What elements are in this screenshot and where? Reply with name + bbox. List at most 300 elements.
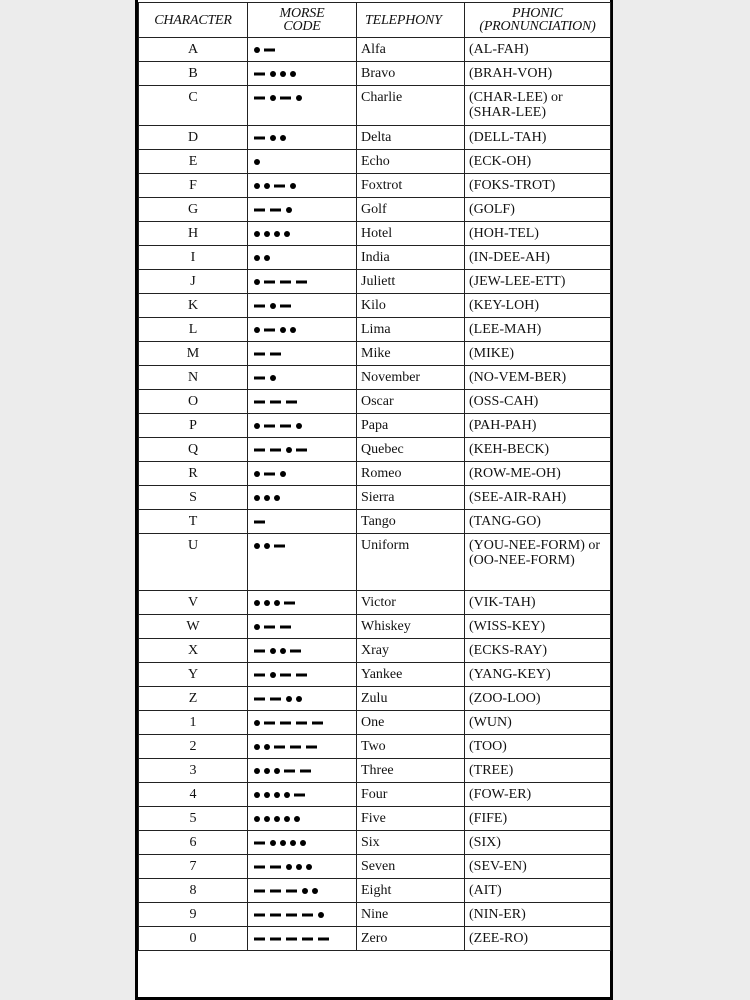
character-cell: J (139, 270, 248, 294)
morse-code-cell (248, 903, 357, 927)
table-row (139, 390, 611, 414)
morse-symbols (252, 344, 352, 362)
morse-dash (264, 722, 275, 725)
morse-dash (274, 545, 285, 548)
morse-dot (286, 696, 292, 702)
morse-symbols (252, 296, 352, 314)
phonic-cell: (LEE-MAH) (465, 318, 611, 342)
character-cell: N (139, 366, 248, 390)
character-cell: G (139, 198, 248, 222)
morse-symbols (252, 641, 352, 659)
character-cell: 7 (139, 855, 248, 879)
phonic-cell: (ZOO-LOO) (465, 687, 611, 711)
table-row (139, 174, 611, 198)
telephony-cell: India (357, 246, 465, 270)
morse-code-cell (248, 62, 357, 86)
table-row (139, 246, 611, 270)
morse-dash (284, 770, 295, 773)
morse-dash (280, 281, 291, 284)
morse-dot (290, 71, 296, 77)
morse-dot (264, 768, 270, 774)
morse-dot (264, 816, 270, 822)
morse-code-cell (248, 927, 357, 951)
morse-code-cell (248, 342, 357, 366)
morse-dash (270, 866, 281, 869)
table-row (139, 126, 611, 150)
morse-dot (270, 135, 276, 141)
character-cell: 4 (139, 783, 248, 807)
morse-code-cell (248, 38, 357, 62)
table-row (139, 879, 611, 903)
phonic-cell: (NO-VEM-BER) (465, 366, 611, 390)
phonic-cell: (VIK-TAH) (465, 591, 611, 615)
phonic-cell: (KEY-LOH) (465, 294, 611, 318)
morse-dot (254, 423, 260, 429)
morse-code-cell (248, 246, 357, 270)
morse-dash (286, 401, 297, 404)
morse-code-cell (248, 591, 357, 615)
morse-code-cell (248, 639, 357, 663)
character-cell: 0 (139, 927, 248, 951)
morse-code-cell (248, 438, 357, 462)
header-telephony: TELEPHONY (357, 3, 465, 38)
phonic-cell: (WUN) (465, 711, 611, 735)
morse-dash (254, 698, 265, 701)
morse-symbols (252, 809, 352, 827)
table-row (139, 510, 611, 534)
phonic-cell: (PAH-PAH) (465, 414, 611, 438)
morse-dash (270, 914, 281, 917)
table-row (139, 294, 611, 318)
telephony-cell: Zulu (357, 687, 465, 711)
telephony-cell: Golf (357, 198, 465, 222)
morse-dash (274, 746, 285, 749)
telephony-cell: Sierra (357, 486, 465, 510)
character-cell: R (139, 462, 248, 486)
morse-dash (254, 866, 265, 869)
table-row (139, 318, 611, 342)
morse-symbols (252, 152, 352, 170)
phonic-cell: (YOU-NEE-FORM) or (OO-NEE-FORM) (465, 534, 611, 591)
morse-symbols (252, 617, 352, 635)
character-cell: K (139, 294, 248, 318)
morse-code-cell (248, 510, 357, 534)
morse-dot (270, 840, 276, 846)
morse-dash (264, 49, 275, 52)
telephony-cell: Five (357, 807, 465, 831)
morse-symbols (252, 368, 352, 386)
character-cell: L (139, 318, 248, 342)
morse-symbols (252, 665, 352, 683)
morse-dot (254, 47, 260, 53)
morse-dot (264, 792, 270, 798)
phonic-cell: (SEV-EN) (465, 855, 611, 879)
table-row (139, 438, 611, 462)
morse-symbols (252, 512, 352, 530)
morse-dot (274, 768, 280, 774)
phonic-cell: (HOH-TEL) (465, 222, 611, 246)
morse-dot (274, 816, 280, 822)
morse-dash (254, 521, 265, 524)
morse-symbols (252, 713, 352, 731)
table-row (139, 855, 611, 879)
morse-code-cell (248, 366, 357, 390)
morse-dot (254, 543, 260, 549)
character-cell: W (139, 615, 248, 639)
character-cell: F (139, 174, 248, 198)
telephony-cell: Delta (357, 126, 465, 150)
morse-symbols (252, 320, 352, 338)
character-cell: Q (139, 438, 248, 462)
morse-dot (270, 375, 276, 381)
header-phonic: PHONIC (PRONUNCIATION) (465, 3, 611, 38)
morse-dash (264, 329, 275, 332)
morse-symbols (252, 785, 352, 803)
morse-dash (280, 674, 291, 677)
morse-code-cell (248, 687, 357, 711)
morse-code-cell (248, 831, 357, 855)
morse-dash (254, 674, 265, 677)
morse-dash (280, 97, 291, 100)
morse-dot (264, 255, 270, 261)
morse-code-cell (248, 735, 357, 759)
morse-dash (254, 73, 265, 76)
morse-dash (270, 890, 281, 893)
table-row (139, 198, 611, 222)
character-cell: P (139, 414, 248, 438)
character-cell: 2 (139, 735, 248, 759)
phonic-cell: (ROW-ME-OH) (465, 462, 611, 486)
morse-code-cell (248, 414, 357, 438)
phonic-cell: (ZEE-RO) (465, 927, 611, 951)
morse-code-cell (248, 86, 357, 126)
morse-dash (254, 914, 265, 917)
morse-dot (294, 816, 300, 822)
telephony-cell: Xray (357, 639, 465, 663)
morse-dot (254, 600, 260, 606)
telephony-cell: Charlie (357, 86, 465, 126)
character-cell: O (139, 390, 248, 414)
morse-code-cell (248, 783, 357, 807)
morse-symbols (252, 857, 352, 875)
table-row (139, 366, 611, 390)
telephony-cell: One (357, 711, 465, 735)
morse-dash (296, 449, 307, 452)
morse-dash (254, 137, 265, 140)
header-character: CHARACTER (139, 3, 248, 38)
morse-dot (264, 231, 270, 237)
morse-dot (296, 95, 302, 101)
morse-dash (270, 938, 281, 941)
phonic-cell: (FOKS-TROT) (465, 174, 611, 198)
phonic-cell: (GOLF) (465, 198, 611, 222)
character-cell: H (139, 222, 248, 246)
morse-dot (254, 744, 260, 750)
morse-dot (274, 495, 280, 501)
table-row (139, 591, 611, 615)
morse-dash (264, 473, 275, 476)
morse-dot (270, 648, 276, 654)
telephony-cell: Nine (357, 903, 465, 927)
morse-dot (254, 327, 260, 333)
morse-dot (296, 864, 302, 870)
morse-dot (270, 672, 276, 678)
morse-code-cell (248, 711, 357, 735)
morse-dot (286, 864, 292, 870)
morse-dot (280, 648, 286, 654)
morse-dot (280, 840, 286, 846)
morse-dash (296, 722, 307, 725)
morse-dash (270, 449, 281, 452)
telephony-cell: Four (357, 783, 465, 807)
morse-dash (280, 722, 291, 725)
character-cell: 8 (139, 879, 248, 903)
morse-symbols (252, 224, 352, 242)
morse-symbols (252, 536, 352, 554)
morse-symbols (252, 881, 352, 899)
character-cell: M (139, 342, 248, 366)
telephony-cell: Eight (357, 879, 465, 903)
character-cell: A (139, 38, 248, 62)
morse-dash (312, 722, 323, 725)
morse-dot (254, 768, 260, 774)
phonic-cell: (YANG-KEY) (465, 663, 611, 687)
table-row (139, 759, 611, 783)
telephony-cell: Kilo (357, 294, 465, 318)
morse-dot (280, 327, 286, 333)
morse-dash (296, 281, 307, 284)
morse-code-cell (248, 198, 357, 222)
table-row (139, 903, 611, 927)
morse-dot (254, 255, 260, 261)
telephony-cell: Oscar (357, 390, 465, 414)
morse-code-cell (248, 759, 357, 783)
phonic-cell: (DELL-TAH) (465, 126, 611, 150)
morse-dot (296, 423, 302, 429)
morse-dot (264, 744, 270, 750)
telephony-cell: Romeo (357, 462, 465, 486)
telephony-cell: Papa (357, 414, 465, 438)
header-row (139, 3, 611, 38)
morse-symbols (252, 689, 352, 707)
morse-dash (264, 281, 275, 284)
morse-dash (306, 746, 317, 749)
morse-code-cell (248, 534, 357, 591)
morse-dot (264, 543, 270, 549)
morse-code-cell (248, 126, 357, 150)
telephony-cell: Uniform (357, 534, 465, 591)
phonic-cell: (ECK-OH) (465, 150, 611, 174)
morse-dash (270, 353, 281, 356)
morse-code-sheet (135, 0, 613, 1000)
morse-dot (318, 912, 324, 918)
morse-code-cell (248, 270, 357, 294)
morse-dash (254, 377, 265, 380)
morse-symbols (252, 64, 352, 82)
phonic-cell: (FOW-ER) (465, 783, 611, 807)
morse-symbols (252, 40, 352, 58)
telephony-cell: November (357, 366, 465, 390)
morse-dash (300, 770, 311, 773)
table-row (139, 62, 611, 86)
telephony-cell: Tango (357, 510, 465, 534)
telephony-cell: Zero (357, 927, 465, 951)
morse-dot (270, 303, 276, 309)
phonic-cell: (KEH-BECK) (465, 438, 611, 462)
morse-code-cell (248, 174, 357, 198)
morse-symbols (252, 392, 352, 410)
table-row (139, 783, 611, 807)
telephony-cell: Lima (357, 318, 465, 342)
phonic-cell: (JEW-LEE-ETT) (465, 270, 611, 294)
character-cell: E (139, 150, 248, 174)
morse-dash (274, 185, 285, 188)
phonic-cell: (OSS-CAH) (465, 390, 611, 414)
morse-code-cell (248, 318, 357, 342)
morse-code-cell (248, 222, 357, 246)
character-cell: D (139, 126, 248, 150)
morse-symbols (252, 88, 352, 106)
telephony-cell: Quebec (357, 438, 465, 462)
phonic-cell: (SIX) (465, 831, 611, 855)
table-row (139, 414, 611, 438)
morse-dot (254, 159, 260, 165)
phonic-cell: (SEE-AIR-RAH) (465, 486, 611, 510)
table-row (139, 486, 611, 510)
morse-dot (264, 600, 270, 606)
phonic-cell: (TREE) (465, 759, 611, 783)
morse-symbols (252, 440, 352, 458)
morse-dot (296, 696, 302, 702)
telephony-cell: Seven (357, 855, 465, 879)
character-cell: B (139, 62, 248, 86)
morse-dash (270, 209, 281, 212)
morse-dot (284, 792, 290, 798)
morse-dash (296, 674, 307, 677)
morse-dash (270, 698, 281, 701)
morse-code-cell (248, 150, 357, 174)
morse-dot (254, 816, 260, 822)
morse-dot (306, 864, 312, 870)
morse-dot (254, 495, 260, 501)
morse-dot (302, 888, 308, 894)
phonic-cell: (BRAH-VOH) (465, 62, 611, 86)
phonic-cell: (FIFE) (465, 807, 611, 831)
morse-symbols (252, 176, 352, 194)
morse-symbols (252, 248, 352, 266)
table-row (139, 462, 611, 486)
morse-dot (274, 792, 280, 798)
table-row (139, 639, 611, 663)
morse-symbols (252, 929, 352, 947)
morse-symbols (252, 737, 352, 755)
phonic-cell: (TOO) (465, 735, 611, 759)
morse-dash (286, 914, 297, 917)
morse-symbols (252, 593, 352, 611)
morse-dot (274, 231, 280, 237)
morse-dash (294, 794, 305, 797)
character-cell: U (139, 534, 248, 591)
character-cell: 5 (139, 807, 248, 831)
table-row (139, 342, 611, 366)
telephony-cell: Hotel (357, 222, 465, 246)
morse-dash (254, 209, 265, 212)
morse-code-cell (248, 807, 357, 831)
morse-dot (254, 183, 260, 189)
morse-dot (254, 231, 260, 237)
morse-symbols (252, 464, 352, 482)
morse-dash (254, 97, 265, 100)
morse-dash (264, 425, 275, 428)
morse-code-cell (248, 462, 357, 486)
morse-dot (286, 447, 292, 453)
telephony-cell: Whiskey (357, 615, 465, 639)
morse-dash (254, 650, 265, 653)
character-cell: 3 (139, 759, 248, 783)
morse-dot (290, 840, 296, 846)
table-row (139, 687, 611, 711)
morse-dot (290, 183, 296, 189)
telephony-cell: Foxtrot (357, 174, 465, 198)
table-row (139, 663, 611, 687)
morse-symbols (252, 833, 352, 851)
telephony-cell: Victor (357, 591, 465, 615)
character-cell: 9 (139, 903, 248, 927)
morse-symbols (252, 128, 352, 146)
morse-dot (312, 888, 318, 894)
morse-dash (290, 746, 301, 749)
morse-symbols (252, 761, 352, 779)
morse-code-table (138, 2, 611, 951)
morse-dash (254, 449, 265, 452)
morse-symbols (252, 200, 352, 218)
character-cell: V (139, 591, 248, 615)
morse-code-cell (248, 879, 357, 903)
morse-dash (302, 914, 313, 917)
morse-dot (284, 816, 290, 822)
morse-dot (274, 600, 280, 606)
morse-dash (254, 353, 265, 356)
morse-dash (254, 842, 265, 845)
telephony-cell: Bravo (357, 62, 465, 86)
character-cell: 6 (139, 831, 248, 855)
table-row (139, 534, 611, 591)
telephony-cell: Mike (357, 342, 465, 366)
morse-dash (254, 938, 265, 941)
table-row (139, 735, 611, 759)
morse-code-cell (248, 486, 357, 510)
table-row (139, 807, 611, 831)
character-cell: I (139, 246, 248, 270)
telephony-cell: Yankee (357, 663, 465, 687)
morse-dash (270, 401, 281, 404)
character-cell: S (139, 486, 248, 510)
morse-dot (254, 279, 260, 285)
character-cell: 1 (139, 711, 248, 735)
morse-dash (302, 938, 313, 941)
morse-dot (300, 840, 306, 846)
morse-dash (284, 602, 295, 605)
table-row (139, 831, 611, 855)
morse-dash (280, 425, 291, 428)
morse-dash (318, 938, 329, 941)
telephony-cell: Alfa (357, 38, 465, 62)
morse-dash (280, 305, 291, 308)
morse-dash (280, 626, 291, 629)
morse-symbols (252, 272, 352, 290)
character-cell: Y (139, 663, 248, 687)
character-cell: Z (139, 687, 248, 711)
